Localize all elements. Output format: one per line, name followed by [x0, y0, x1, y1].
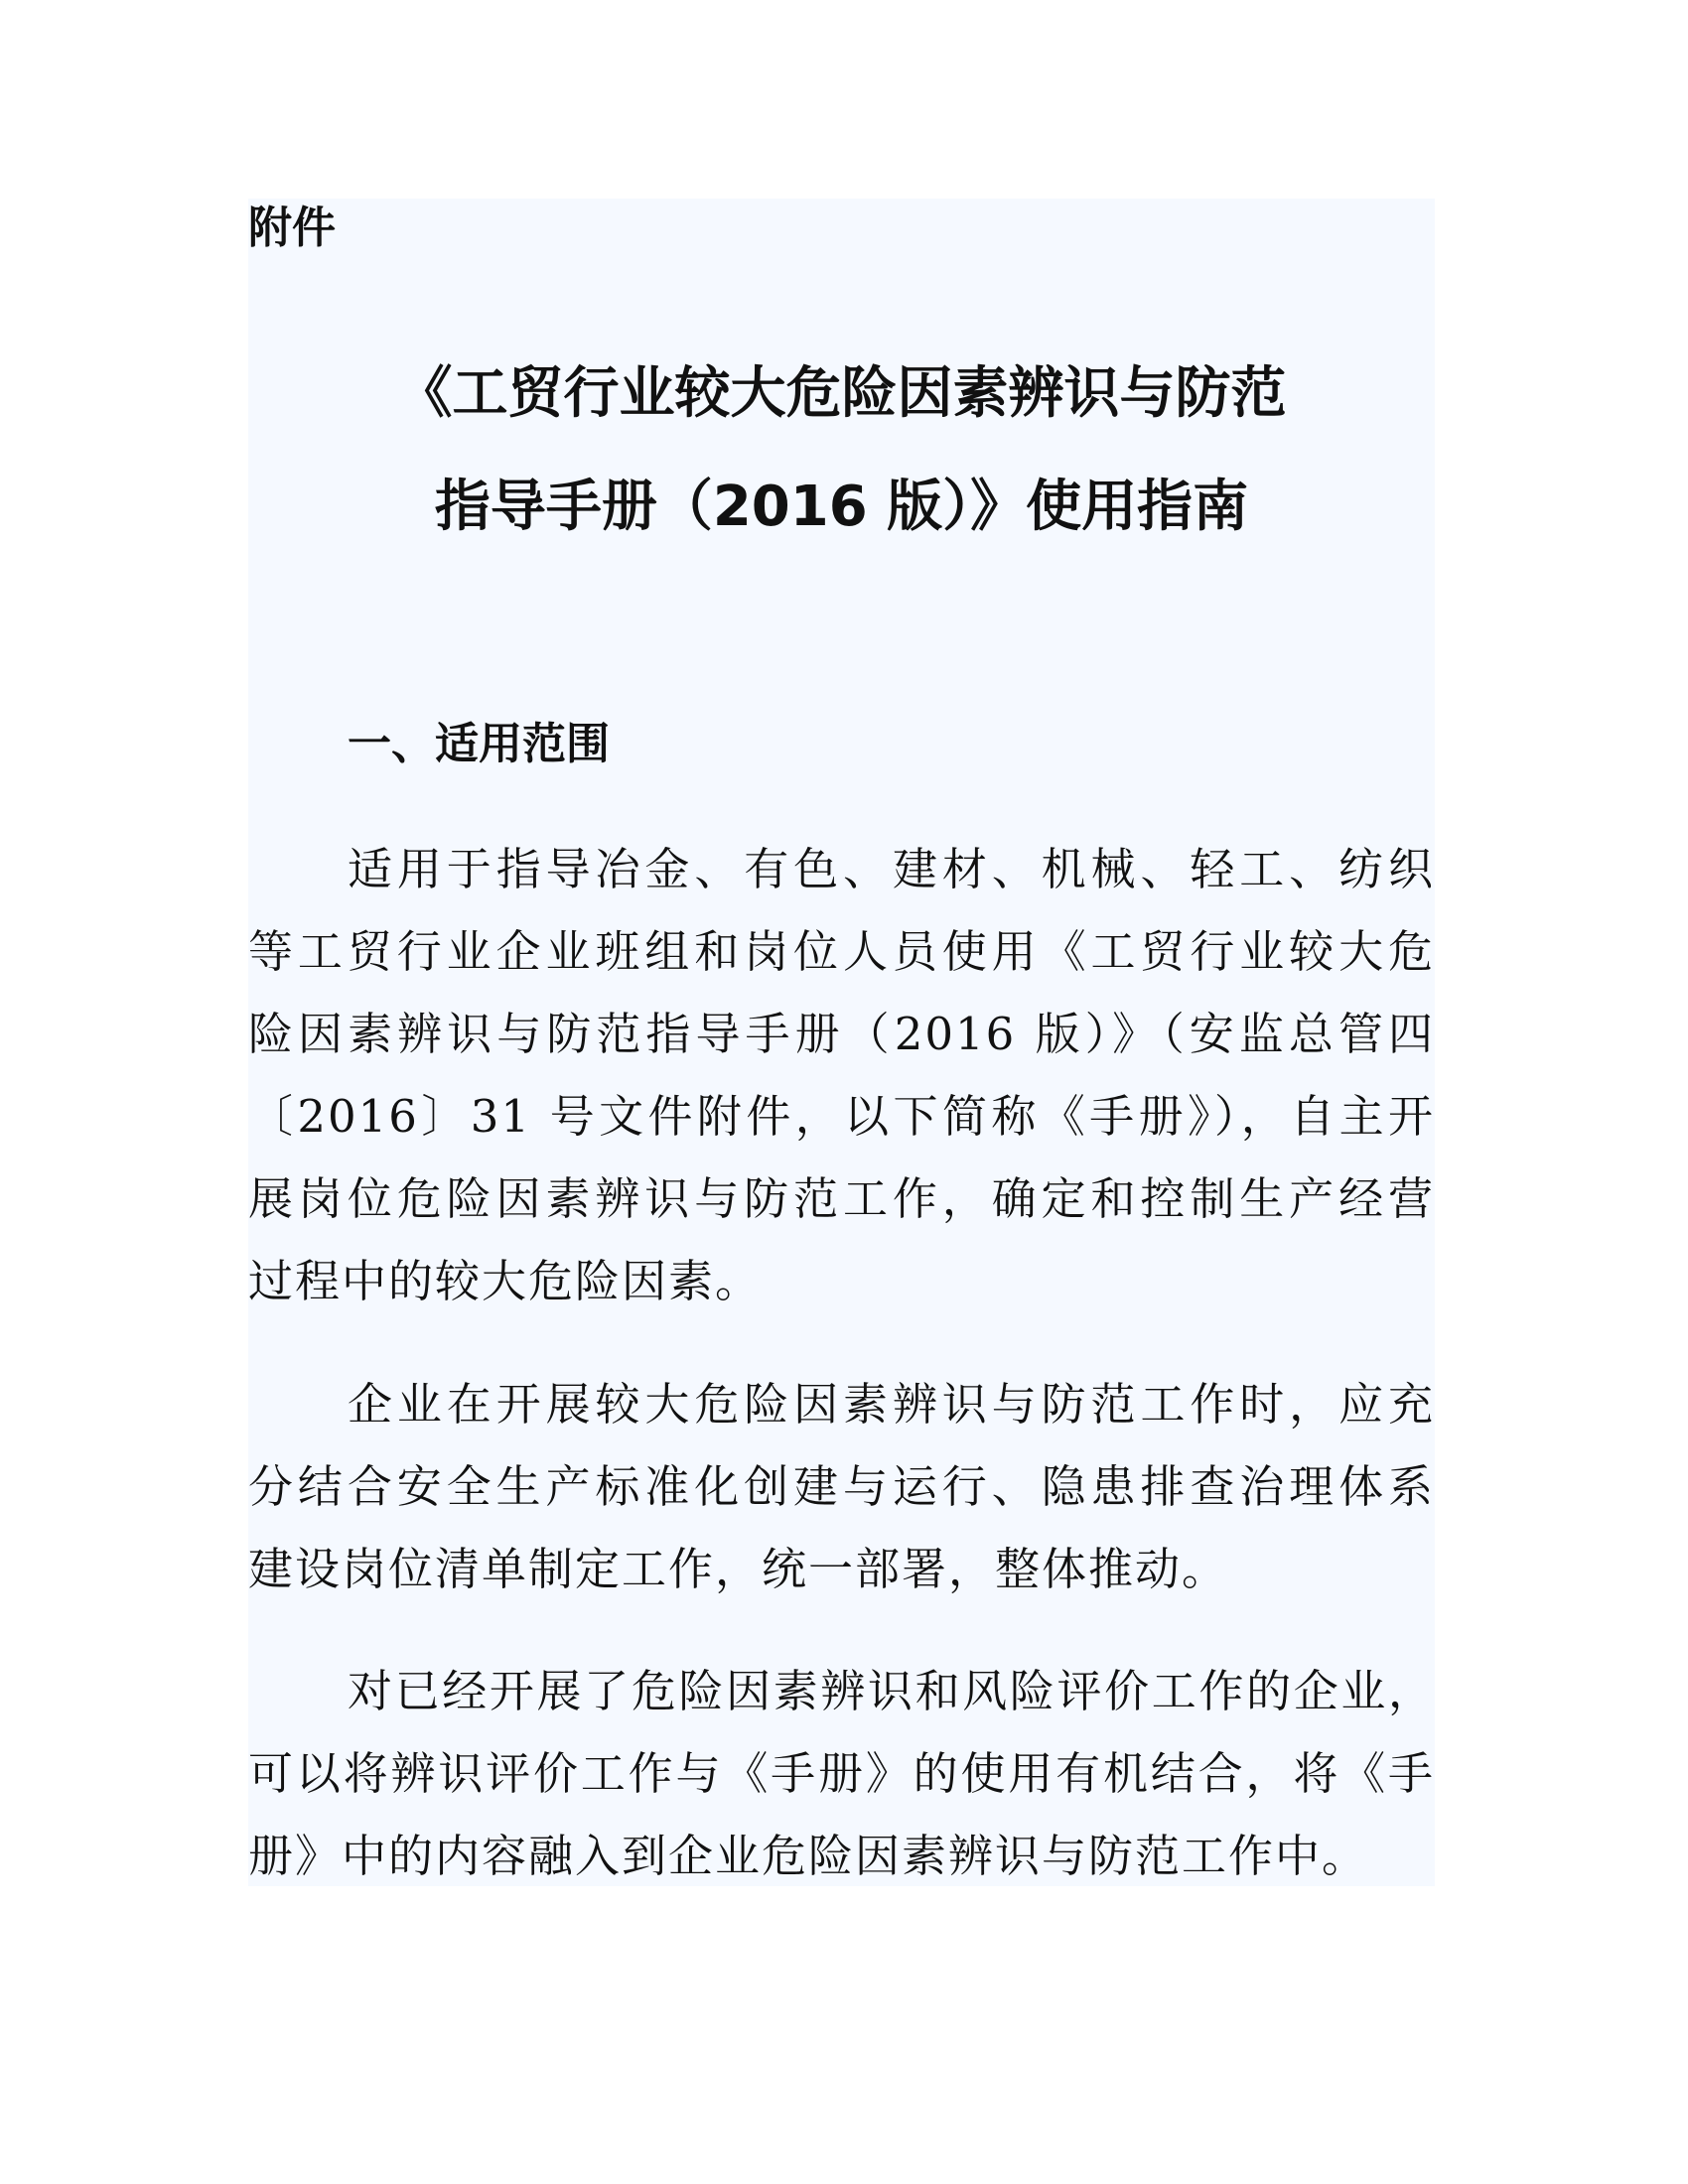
paragraph-line: 展岗位危险因素辨识与防范工作，确定和控制生产经营 [248, 1172, 1435, 1225]
paragraph-line: 企业在开展较大危险因素辨识与防范工作时，应充 [348, 1378, 1435, 1431]
paragraph-line: 分结合安全生产标准化创建与运行、隐患排查治理体系 [248, 1460, 1435, 1513]
paragraph-line: 过程中的较大危险因素。 [248, 1255, 763, 1307]
title-line-2: 指导手册（2016 版）》使用指南 [434, 475, 1249, 539]
paragraph-line: 对已经开展了危险因素辨识和风险评价工作的企业， [348, 1665, 1435, 1717]
paragraph-2 [248, 1363, 1435, 1610]
title-line-1: 《工贸行业较大危险因素辨识与防范 [396, 361, 1287, 426]
paragraph-line: 册》中的内容融入到企业危险因素辨识与防范工作中。 [248, 1830, 1369, 1882]
attachment-label: 附件 [248, 203, 336, 253]
paragraph-line: 〔2016〕31 号文件附件，以下简称《手册》），自主开 [248, 1090, 1435, 1143]
paragraph-line: 建设岗位清单制定工作，统一部署，整体推动。 [248, 1543, 1229, 1595]
paragraph-line: 适用于指导冶金、有色、建材、机械、轻工、纺织 [348, 843, 1435, 895]
paragraph-line: 险因素辨识与防范指导手册（2016 版）》（安监总管四 [248, 1008, 1435, 1060]
paragraph-line: 等工贸行业企业班组和岗位人员使用《工贸行业较大危 [248, 925, 1435, 978]
document-title [248, 349, 1435, 576]
paragraph-3 [248, 1650, 1435, 1897]
paragraph-1 [248, 828, 1435, 1322]
paragraph-line: 可以将辨识评价工作与《手册》的使用有机结合，将《手 [248, 1747, 1435, 1800]
section-heading-scope: 一、适用范围 [348, 719, 610, 769]
